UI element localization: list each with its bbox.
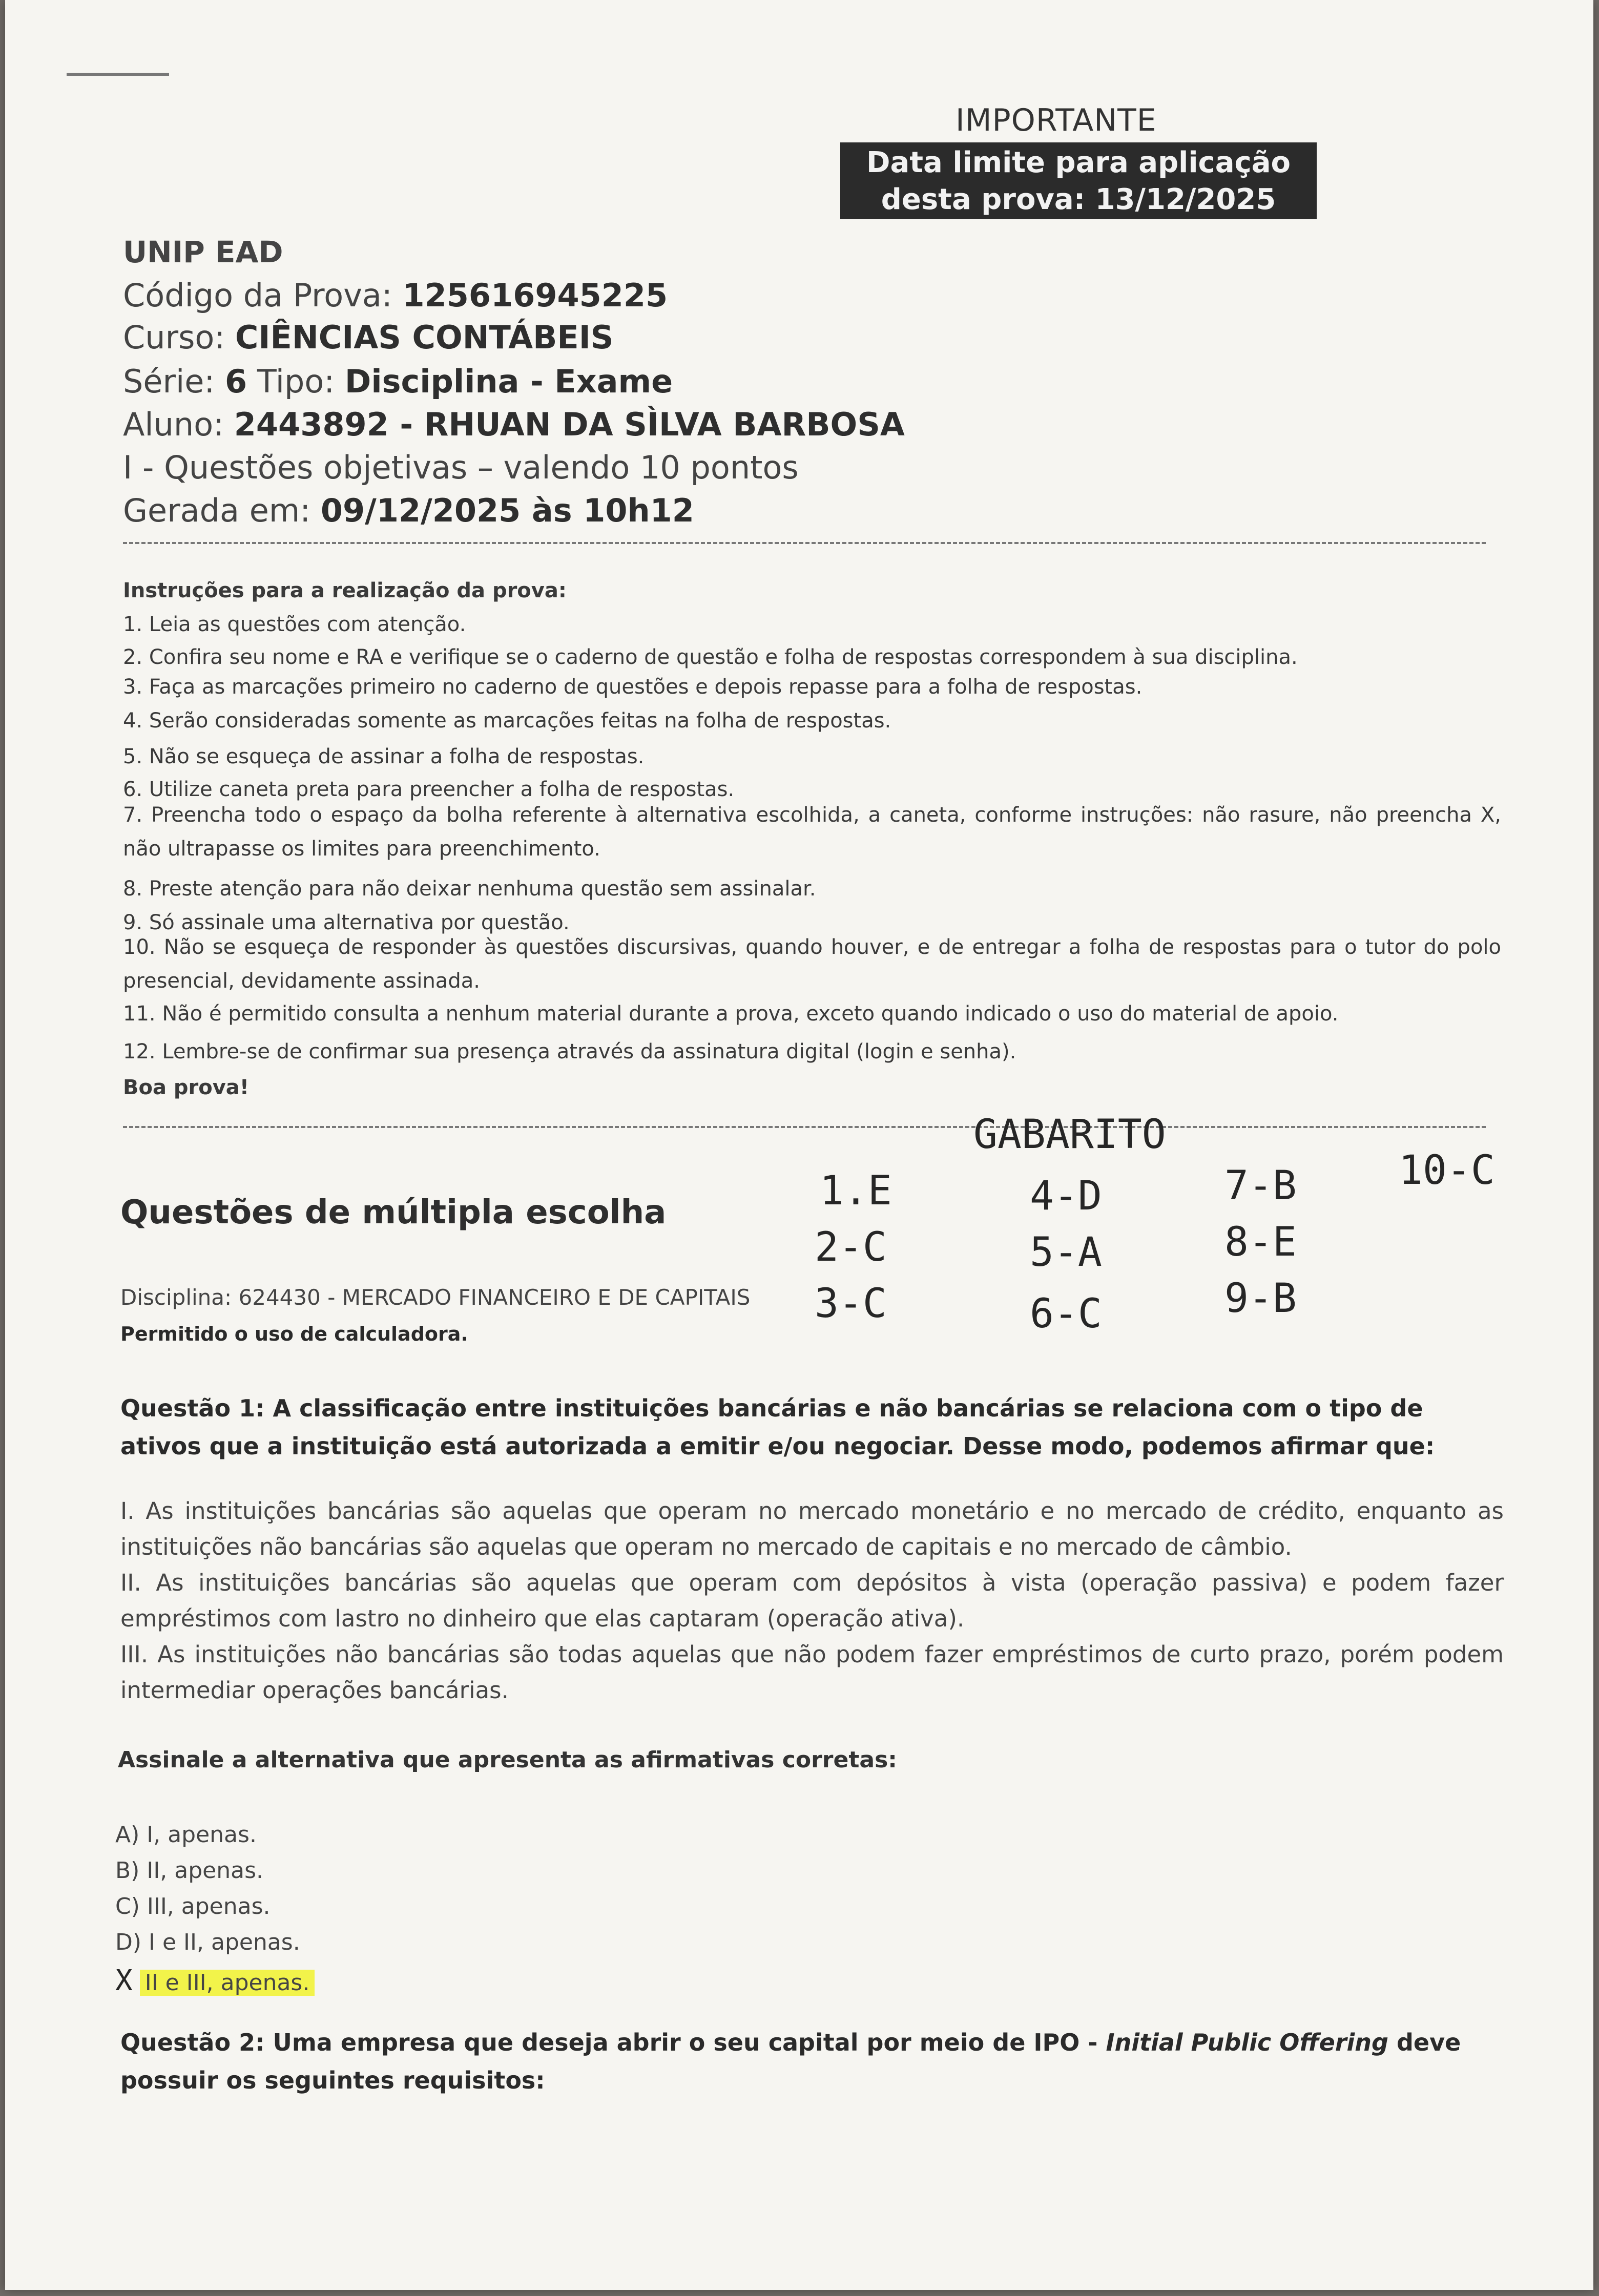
- answer-10: 10-C: [1399, 1147, 1495, 1194]
- divider: [123, 542, 1486, 544]
- deadline-line-2: desta prova: 13/12/2025: [881, 183, 1276, 216]
- option-e[interactable]: [115, 1964, 315, 1997]
- instruction-item: 8. Preste atenção para não deixar nenhuma questão sem assinalar.: [123, 877, 816, 901]
- instruction-item: 7. Preencha todo o espaço da bolha referente à alternativa escolhida, a caneta, conforme instruções: não rasure, não preencha X, não ultrapasse os limites para preenchimento.: [123, 803, 1501, 861]
- instruction-item: 10. Não se esqueça de responder às questões discursivas, quando houver, e de entregar a folha de respostas para o tutor do polo presencial, devidamente assinada.: [123, 935, 1501, 993]
- exam-code-row: [123, 277, 668, 314]
- section-mc-title: Questões de múltipla escolha: [120, 1194, 667, 1232]
- instruction-item: 5. Não se esqueça de assinar a folha de respostas.: [123, 745, 645, 768]
- option-c[interactable]: C) III, apenas.: [115, 1893, 271, 1919]
- instruction-item: 4. Serão consideradas somente as marcações feitas na folha de respostas.: [123, 709, 891, 733]
- question-2-ipo: Initial Public Offering: [1106, 2029, 1388, 2056]
- question-1-stem: Questão 1: A classificação entre instituições bancárias e não bancárias se relaciona com o tipo de ativos que a instituição está autorizada a emitir e/ou negociar. Desse modo, podemos afirmar que:: [120, 1394, 1435, 1460]
- option-e-text: II e III, apenas.: [140, 1970, 315, 1996]
- generated: 09/12/2025 às 10h12: [320, 492, 694, 529]
- answer-1: 1.E: [820, 1168, 892, 1214]
- instruction-item: 2. Confira seu nome e RA e verifique se o caderno de questão e folha de respostas correspondem à sua disciplina.: [123, 645, 1298, 669]
- statement: I. As instituições bancárias são aquelas que operam no mercado monetário e no mercado de crédito, enquanto as instituições não bancárias são aquelas que operam no mercado de capitais e no mercado de câmbio.: [120, 1497, 1504, 1560]
- section-title: I - Questões objetivas – valendo 10 pontos: [123, 449, 799, 486]
- course-row: [123, 319, 613, 356]
- good-luck: Boa prova!: [123, 1076, 250, 1099]
- answer-7: 7-B: [1224, 1163, 1297, 1209]
- divider: [123, 1126, 1486, 1128]
- gabarito-title: GABARITO: [973, 1112, 1166, 1158]
- question-2-stem-b: deve possuir os seguintes requisitos:: [120, 2029, 1461, 2094]
- question-2-stem-a: Questão 2: Uma empresa que deseja abrir o seu capital por meio de IPO -: [120, 2029, 1106, 2056]
- option-a[interactable]: A) I, apenas.: [115, 1822, 257, 1848]
- student-label: Aluno:: [123, 406, 224, 443]
- selected-mark: X: [115, 1964, 133, 1997]
- discipline: Disciplina: 624430 - MERCADO FINANCEIRO E DE CAPITAIS: [120, 1285, 751, 1310]
- series-label: Série:: [123, 363, 215, 400]
- answer-8: 8-E: [1224, 1219, 1297, 1265]
- series: 6: [224, 363, 247, 400]
- answer-6: 6-C: [1030, 1291, 1102, 1337]
- institution: UNIP EAD: [123, 235, 283, 269]
- calculator-note: Permitido o uso de calculadora.: [120, 1323, 468, 1345]
- answer-9: 9-B: [1224, 1276, 1297, 1322]
- deadline-line-1: Data limite para aplicação: [866, 146, 1291, 179]
- answer-4: 4-D: [1030, 1173, 1102, 1219]
- statement: II. As instituições bancárias são aquelas que operam com depósitos à vista (operação passiva) e podem fazer empréstimos com lastro no dinheiro que elas captaram (operação ativa).: [120, 1569, 1504, 1632]
- statement: III. As instituições não bancárias são todas aquelas que não podem fazer empréstimos de curto prazo, porém podem intermediar operações bancárias.: [120, 1641, 1504, 1704]
- instruction-item: 9. Só assinale uma alternativa por questão.: [123, 911, 570, 934]
- answer-3: 3-C: [815, 1281, 887, 1327]
- type: Disciplina - Exame: [344, 363, 673, 400]
- instructions-title: Instruções para a realização da prova:: [123, 579, 567, 602]
- question-2-stem: [120, 2023, 1504, 2099]
- student-row: [123, 406, 905, 443]
- series-row: [123, 363, 673, 400]
- generated-label: Gerada em:: [123, 492, 311, 529]
- instruction-item: 11. Não é permitido consulta a nenhum material durante a prova, exceto quando indicado o uso do material de apoio.: [123, 1002, 1339, 1026]
- question-1-prompt: Assinale a alternativa que apresenta as afirmativas corretas:: [118, 1747, 897, 1773]
- student: 2443892 - RHUAN DA SÌLVA BARBOSA: [234, 406, 905, 443]
- deadline-box: [840, 142, 1317, 219]
- instruction-item: 12. Lembre-se de confirmar sua presença através da assinatura digital (login e senha).: [123, 1040, 1016, 1063]
- instruction-item: 3. Faça as marcações primeiro no caderno de questões e depois repasse para a folha de respostas.: [123, 675, 1143, 699]
- option-d[interactable]: D) I e II, apenas.: [115, 1929, 300, 1955]
- course: CIÊNCIAS CONTÁBEIS: [235, 319, 614, 356]
- important-title: IMPORTANTE: [956, 102, 1157, 138]
- answer-2: 2-C: [815, 1224, 887, 1270]
- pen-stroke: [67, 73, 169, 76]
- exam-sheet: [5, 0, 1593, 2290]
- exam-code-label: Código da Prova:: [123, 277, 392, 314]
- option-b[interactable]: B) II, apenas.: [115, 1857, 263, 1884]
- answer-5: 5-A: [1030, 1229, 1102, 1276]
- instruction-item: 6. Utilize caneta preta para preencher a folha de respostas.: [123, 778, 735, 801]
- type-label: Tipo:: [257, 363, 335, 400]
- exam-code: 125616945225: [402, 277, 668, 314]
- instruction-item: 1. Leia as questões com atenção.: [123, 613, 466, 636]
- course-label: Curso:: [123, 319, 225, 356]
- generated-row: [123, 492, 694, 529]
